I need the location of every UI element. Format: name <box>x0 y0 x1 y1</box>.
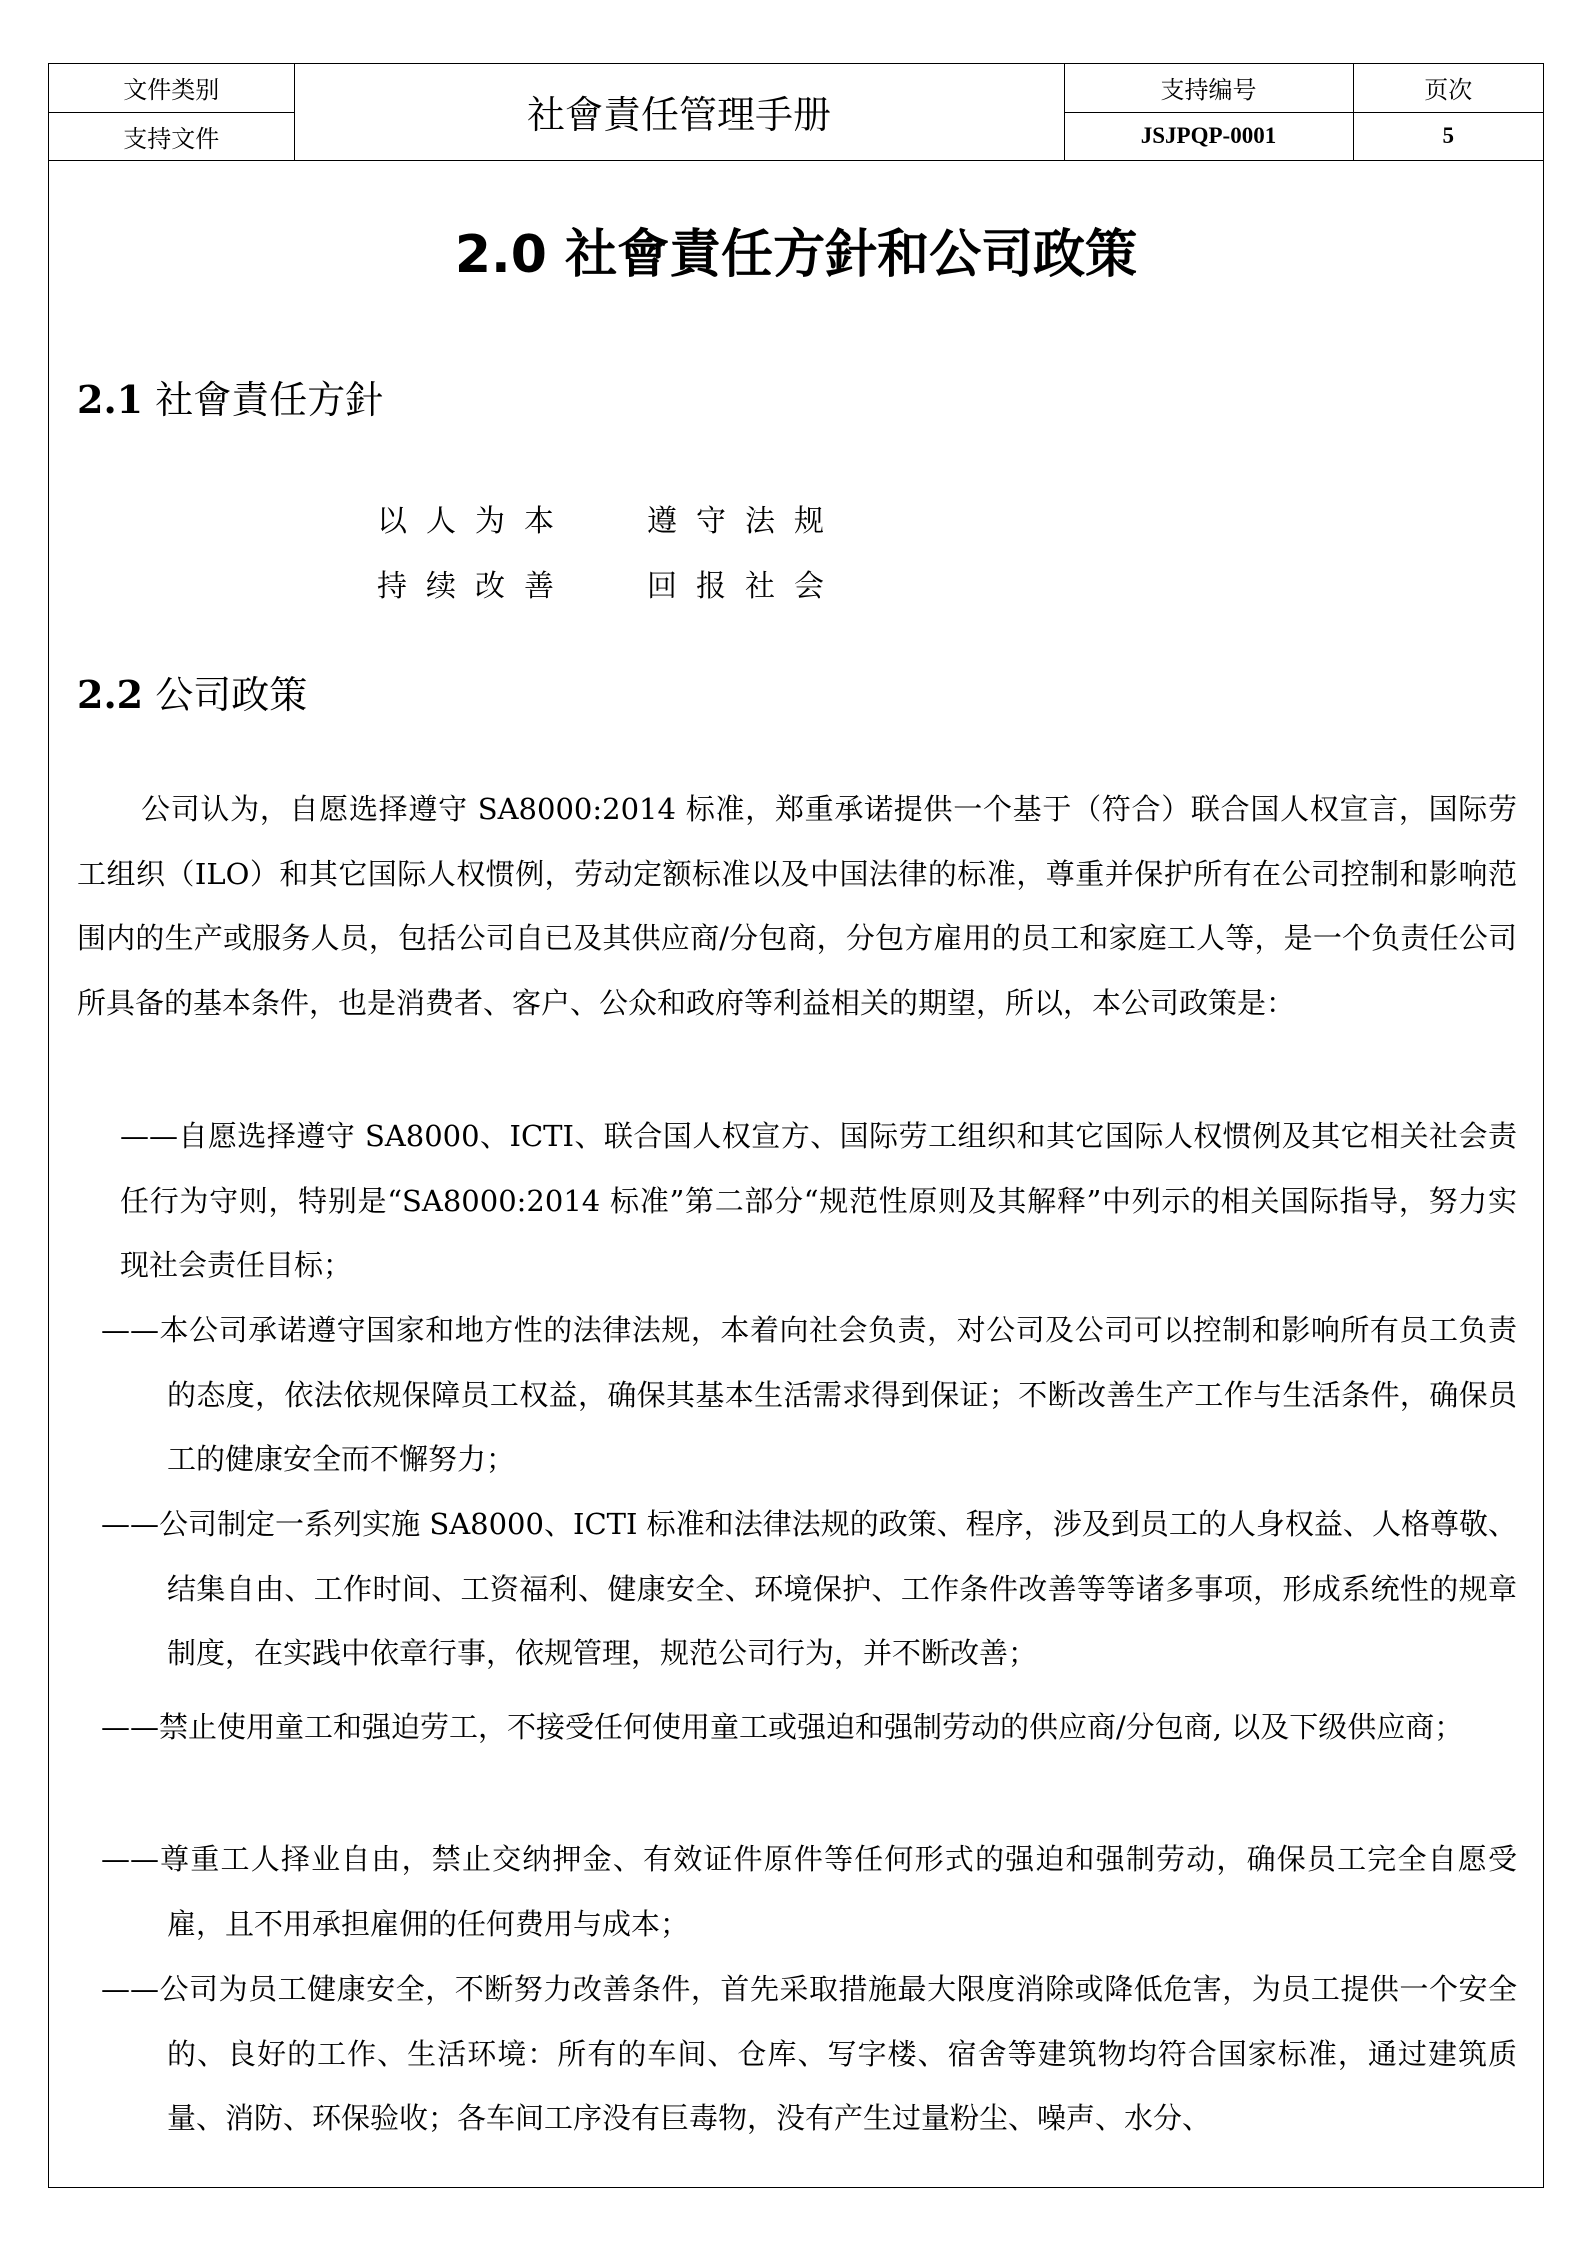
policy-item <box>120 1104 1517 1298</box>
policy-intro-paragraph: 公司认为，自愿选择遵守 SA8000:2014 标准，郑重承诺提供一个基于（符合）联合国人权宣言，国际劳工组织（ILO）和其它国际人权惯例，劳动定额标准以及中国法律的标准，尊重并保护所有在公司控制和影响范围内的生产或服务人员，包括公司自已及其供应商/分包商，分包方雇用的员工和家庭工人等，是一个负责任公司所具备的基本条件，也是消费者、客户、公众和政府等利益相关的期望，所以，本公司政策是： <box>77 792 1517 1020</box>
manual-title: 社會責任管理手册 <box>294 64 1064 160</box>
motto-item: 遵守法规 <box>647 504 843 539</box>
policy-item: ——公司为员工健康安全，不断努力改善条件，首先采取措施最大限度消除或降低危害，为员工提供一个安全的、良好的工作、生活环境：所有的车间、仓库、写字楼、宿舍等建筑物均符合国家标准，通过建筑质量、消防、环保验收；各车间工序没有巨毒物，没有产生过量粉尘、噪声、水分、 <box>101 1972 1517 2135</box>
page-frame <box>48 63 1544 2188</box>
page-label: 页次 <box>1353 64 1543 112</box>
policy-item-text: ——自愿选择遵守 SA8000、ICTI、联合国人权宣方、国际劳工组织和其它国际人权惯例及其它相关社会责任行为守则，特别是“SA8000:2014 标准”第二部分“规范性原则及其解释”中列示的相关国际指导，努力实现社会责任目标； <box>120 1119 1517 1282</box>
category-value: 支持文件 <box>49 112 294 160</box>
section-heading-company-policy <box>77 664 307 719</box>
document-title: 2.0 社會責任方針和公司政策 <box>454 225 1138 285</box>
policy-item: ——尊重工人择业自由，禁止交纳押金、有效证件原件等任何形式的强迫和强制劳动，确保员工完全自愿受雇，且不用承担雇佣的任何费用与成本； <box>101 1842 1517 1941</box>
policy-item: ——公司制定一系列实施 SA8000、ICTI 标准和法律法规的政策、程序，涉及到员工的人身权益、人格尊敬、结集自由、工作时间、工资福利、健康安全、环境保护、工作条件改善等等诸多事项，形成系统性的规章制度，在实践中依章行事，依规管理，规范公司行为，并不断改善； <box>101 1507 1517 1670</box>
document-header-table <box>49 64 1543 161</box>
section-number: 2.1 <box>77 377 144 422</box>
page-number: 5 <box>1353 112 1543 160</box>
section-title: 公司政策 <box>155 673 308 717</box>
section-number: 2.2 <box>77 672 144 717</box>
category-label: 文件类别 <box>49 64 294 112</box>
section-title: 社會責任方針 <box>155 378 384 422</box>
motto-item: 以人为本 <box>377 504 573 539</box>
policy-item: ——本公司承诺遵守国家和地方性的法律法规，本着向社会负责，对公司及公司可以控制和影响所有员工负责的态度，依法依规保障员工权益，确保其基本生活需求得到保证；不断改善生产工作与生活条件，确保员工的健康安全而不懈努力； <box>101 1313 1517 1476</box>
section-heading-policy <box>77 369 383 424</box>
motto-item: 持续改善 <box>377 569 573 604</box>
code-label: 支持编号 <box>1064 64 1353 112</box>
policy-item: ——禁止使用童工和强迫劳工，不接受任何使用童工或强迫和强制劳动的供应商/分包商, 以及下级供应商； <box>101 1710 1464 1744</box>
code-value: JSJPQP-0001 <box>1064 112 1353 160</box>
motto-item: 回报社会 <box>647 569 843 604</box>
